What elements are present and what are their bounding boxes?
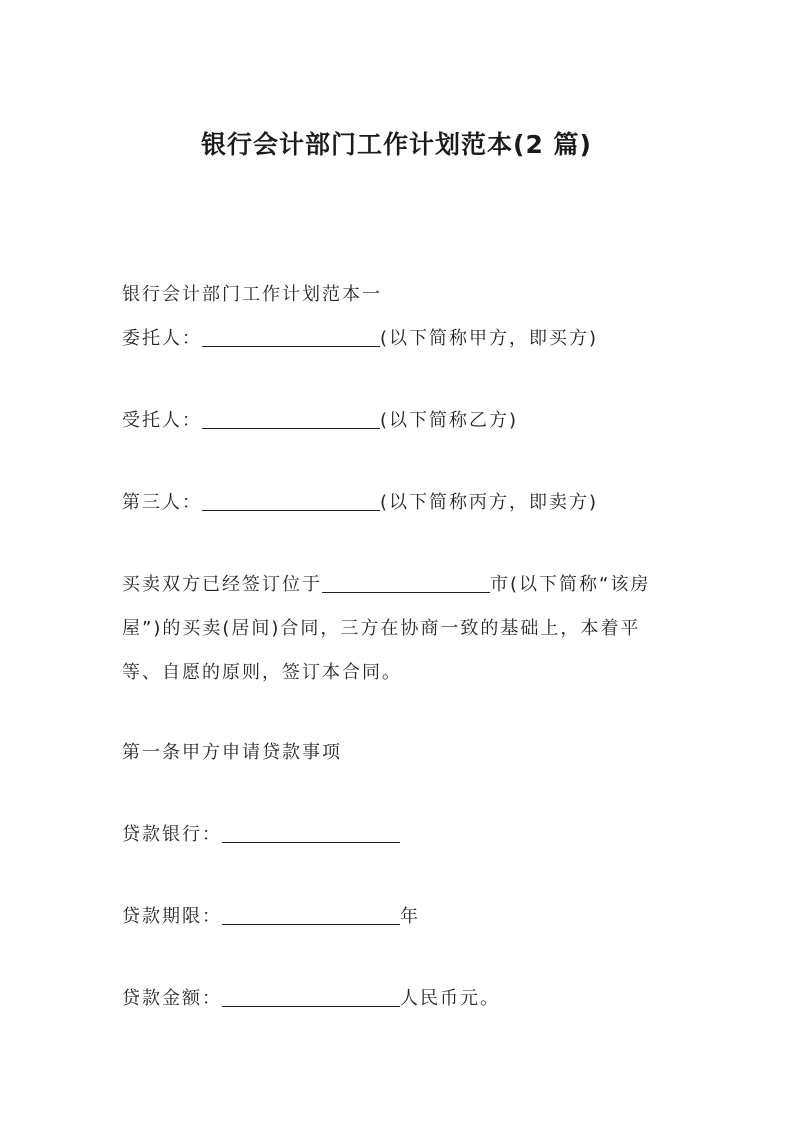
loan-term-blank — [222, 902, 400, 925]
document-subtitle: 银行会计部门工作计划范本一 — [122, 284, 382, 305]
party-trustee-blank — [202, 406, 380, 429]
party-third-label: 第三人： — [122, 492, 202, 513]
intro-part1: 买卖双方已经签订位于 — [122, 574, 322, 595]
party-entrust-note: (以下简称甲方，即买方) — [380, 328, 599, 349]
intro-line-3: 等、自愿的原则，签订本合同。 — [122, 662, 402, 683]
intro-part2: 市(以下简称“该房 — [490, 574, 651, 595]
party-third-blank — [202, 488, 380, 511]
loan-bank-blank — [222, 820, 400, 843]
party-entrust-line — [122, 320, 598, 358]
loan-amount-line — [122, 980, 500, 1018]
party-third-line — [122, 484, 598, 522]
intro-line-2: 屋”)的买卖(居间)合同，三方在协商一致的基础上，本着平 — [122, 618, 641, 639]
party-entrust-label: 委托人： — [122, 328, 202, 349]
party-trustee-line — [122, 402, 518, 440]
intro-line-1 — [122, 566, 650, 604]
document-title: 银行会计部门工作计划范本(2 篇) — [201, 130, 592, 159]
party-entrust-blank — [202, 324, 380, 347]
loan-amount-blank — [222, 984, 400, 1007]
loan-amount-label: 贷款金额： — [122, 988, 222, 1009]
intro-city-blank — [322, 570, 490, 593]
loan-bank-line — [122, 816, 400, 854]
loan-term-label: 贷款期限： — [122, 906, 222, 927]
article1-heading: 第一条甲方申请贷款事项 — [122, 742, 342, 763]
party-third-note: (以下简称丙方，即卖方) — [380, 492, 599, 513]
loan-term-line — [122, 898, 420, 936]
loan-term-unit: 年 — [400, 906, 420, 927]
party-trustee-note: (以下简称乙方) — [380, 410, 519, 431]
loan-bank-label: 贷款银行： — [122, 824, 222, 845]
loan-amount-unit: 人民币元。 — [400, 988, 500, 1009]
party-trustee-label: 受托人： — [122, 410, 202, 431]
